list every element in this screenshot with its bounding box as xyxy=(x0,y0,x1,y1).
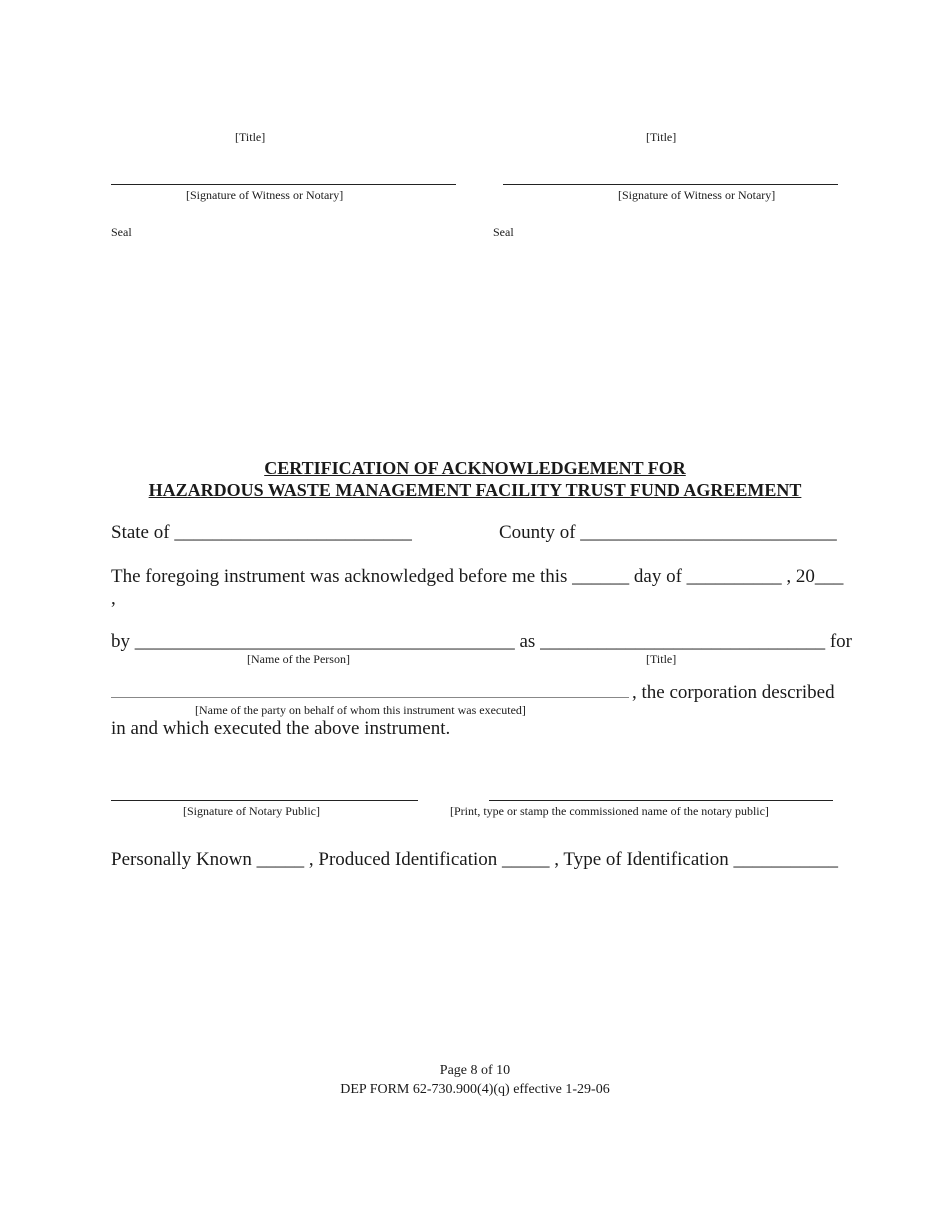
form-identifier: DEP FORM 62-730.900(4)(q) effective 1-29-06 xyxy=(340,1082,610,1097)
title-caption: [Title] xyxy=(646,652,677,666)
left-title-caption: [Title] xyxy=(235,130,266,144)
corporation-described-text: , the corporation described xyxy=(632,682,835,703)
executed-instrument-text: in and which executed the above instrument. xyxy=(111,718,451,739)
county-field[interactable]: County of ___________________________ xyxy=(499,522,837,543)
right-witness-signature-line[interactable] xyxy=(503,184,838,185)
notary-signature-caption: [Signature of Notary Public] xyxy=(183,804,320,818)
left-witness-signature-line[interactable] xyxy=(111,184,456,185)
stray-comma: , xyxy=(111,588,116,609)
notary-signature-line[interactable] xyxy=(111,800,418,801)
certification-heading-line2: HAZARDOUS WASTE MANAGEMENT FACILITY TRUST FUND AGREEMENT xyxy=(148,480,802,500)
left-seal-label: Seal xyxy=(111,225,132,239)
right-witness-signature-caption: [Signature of Witness or Notary] xyxy=(618,188,776,202)
notary-commissioned-name-caption: [Print, type or stamp the commissioned name of the notary public] xyxy=(450,804,769,818)
by-person-title-line[interactable]: by ________________________________________ as ______________________________ for xyxy=(111,631,852,652)
right-title-caption: [Title] xyxy=(646,130,677,144)
name-of-person-caption: [Name of the Person] xyxy=(247,652,350,666)
left-witness-signature-caption: [Signature of Witness or Notary] xyxy=(186,188,344,202)
party-name-line[interactable] xyxy=(111,697,629,698)
certification-heading-line1: CERTIFICATION OF ACKNOWLEDGEMENT FOR xyxy=(264,458,686,478)
acknowledgement-date-line[interactable]: The foregoing instrument was acknowledged before me this ______ day of __________ , 20___ xyxy=(111,566,844,587)
identification-line[interactable]: Personally Known _____ , Produced Identification _____ , Type of Identification ___________ xyxy=(111,849,839,870)
party-name-caption: [Name of the party on behalf of whom this instrument was executed] xyxy=(195,703,526,717)
page-number: Page 8 of 10 xyxy=(439,1063,511,1078)
notary-commissioned-name-line[interactable] xyxy=(489,800,833,801)
state-field[interactable]: State of _________________________ xyxy=(111,522,412,543)
right-seal-label: Seal xyxy=(493,225,514,239)
